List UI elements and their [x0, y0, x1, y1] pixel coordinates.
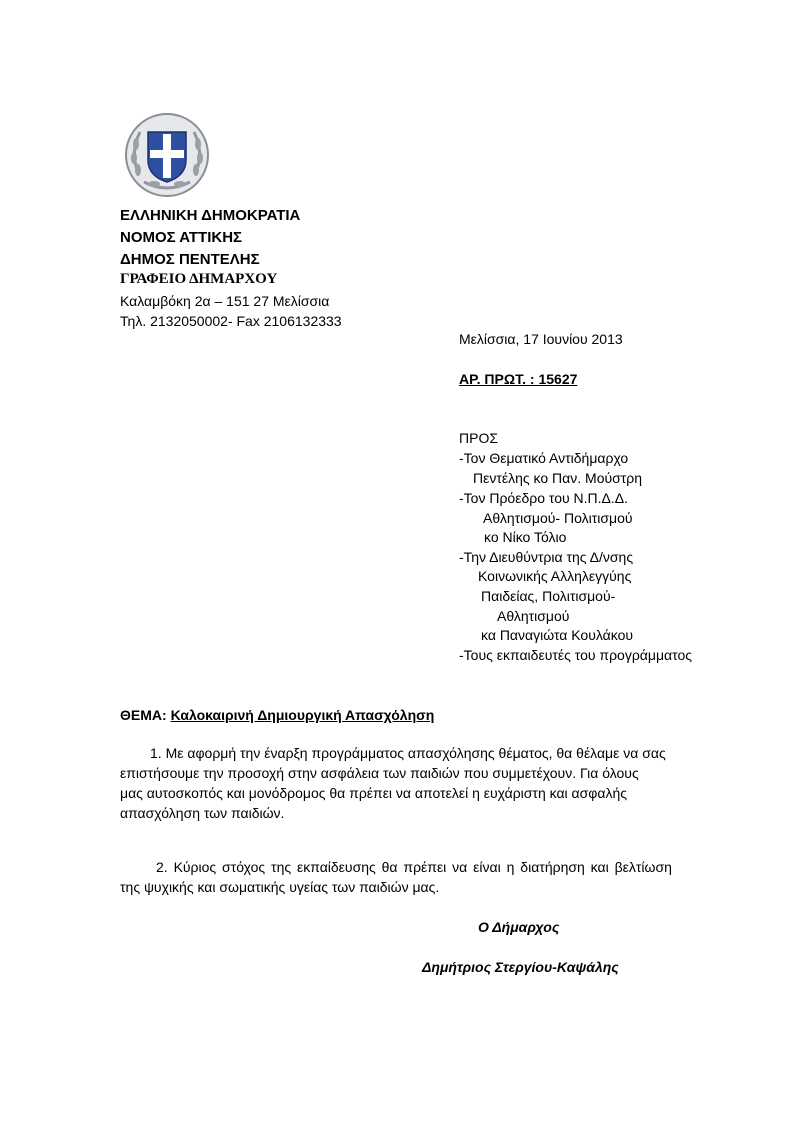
greek-coat-of-arms-emblem — [124, 112, 210, 198]
recipient-line: -Την Διευθύντρια της Δ/νσης — [459, 549, 634, 565]
recipient-line: κο Νίκο Τόλιο — [484, 529, 567, 545]
subject-text: Καλοκαιρινή Δημιουργική Απασχόληση — [170, 707, 435, 723]
recipients-heading: ΠΡΟΣ — [459, 430, 498, 446]
header-office: ΓΡΑΦΕΙΟ ΔΗΜΑΡΧΟΥ — [120, 271, 278, 287]
recipient-line: Αθλητισμού — [497, 608, 570, 624]
protocol-number: ΑΡ. ΠΡΩΤ. : 15627 — [459, 371, 578, 387]
recipient-line: Αθλητισμού- Πολιτισμού — [483, 510, 633, 526]
subject — [120, 707, 434, 723]
recipient-line: κα Παναγιώτα Κουλάκου — [481, 627, 634, 643]
header-republic: ΕΛΛΗΝΙΚΗ ΔΗΜΟΚΡΑΤΙΑ — [120, 207, 301, 224]
paragraph-1-line: 1. Με αφορμή την έναρξη προγράμματος απασχόλησης θέματος, θα θέλαμε να σας — [150, 745, 666, 761]
recipient-line: -Τους εκπαιδευτές του προγράμματος — [459, 647, 692, 663]
recipient-line: Πεντέλης κο Παν. Μούστρη — [473, 470, 643, 486]
paragraph-2-line: της ψυχικής και σωματικής υγείας των παιδιών μας. — [120, 879, 440, 895]
signature-title: Ο Δήμαρχος — [478, 919, 560, 935]
recipient-line: -Τον Θεματικό Αντιδήμαρχο — [459, 450, 629, 466]
recipient-line: -Τον Πρόεδρο του Ν.Π.Δ.Δ. — [459, 490, 629, 506]
recipient-line: Παιδείας, Πολιτισμού- — [481, 588, 616, 604]
header-address: Καλαμβόκη 2α – 151 27 Μελίσσια — [120, 293, 330, 309]
paragraph-1-line: απασχόληση των παιδιών. — [120, 805, 285, 821]
paragraph-2-line: 2. Κύριος στόχος της εκπαίδευσης θα πρέπει να είναι η διατήρηση και βελτίωση — [156, 859, 672, 875]
paragraph-1-line: μας αυτοσκοπός και μονόδρομος θα πρέπει να αποτελεί η ευχάριστη και ασφαλής — [120, 785, 627, 801]
subject-label: ΘΕΜΑ: — [120, 707, 167, 723]
header-municipality: ΔΗΜΟΣ ΠΕΝΤΕΛΗΣ — [120, 251, 260, 268]
recipient-line: Κοινωνικής Αλληλεγγύης — [478, 568, 632, 584]
header-prefecture: ΝΟΜΟΣ ΑΤΤΙΚΗΣ — [120, 229, 243, 246]
header-phone-fax: Τηλ. 2132050002- Fax 2106132333 — [120, 313, 342, 329]
signature-name: Δημήτριος Στεργίου-Καψάλης — [422, 959, 619, 975]
paragraph-1-line: επιστήσουμε την προσοχή στην ασφάλεια των παιδιών που συμμετέχουν. Για όλους — [120, 765, 639, 781]
place-date: Μελίσσια, 17 Ιουνίου 2013 — [459, 331, 623, 347]
